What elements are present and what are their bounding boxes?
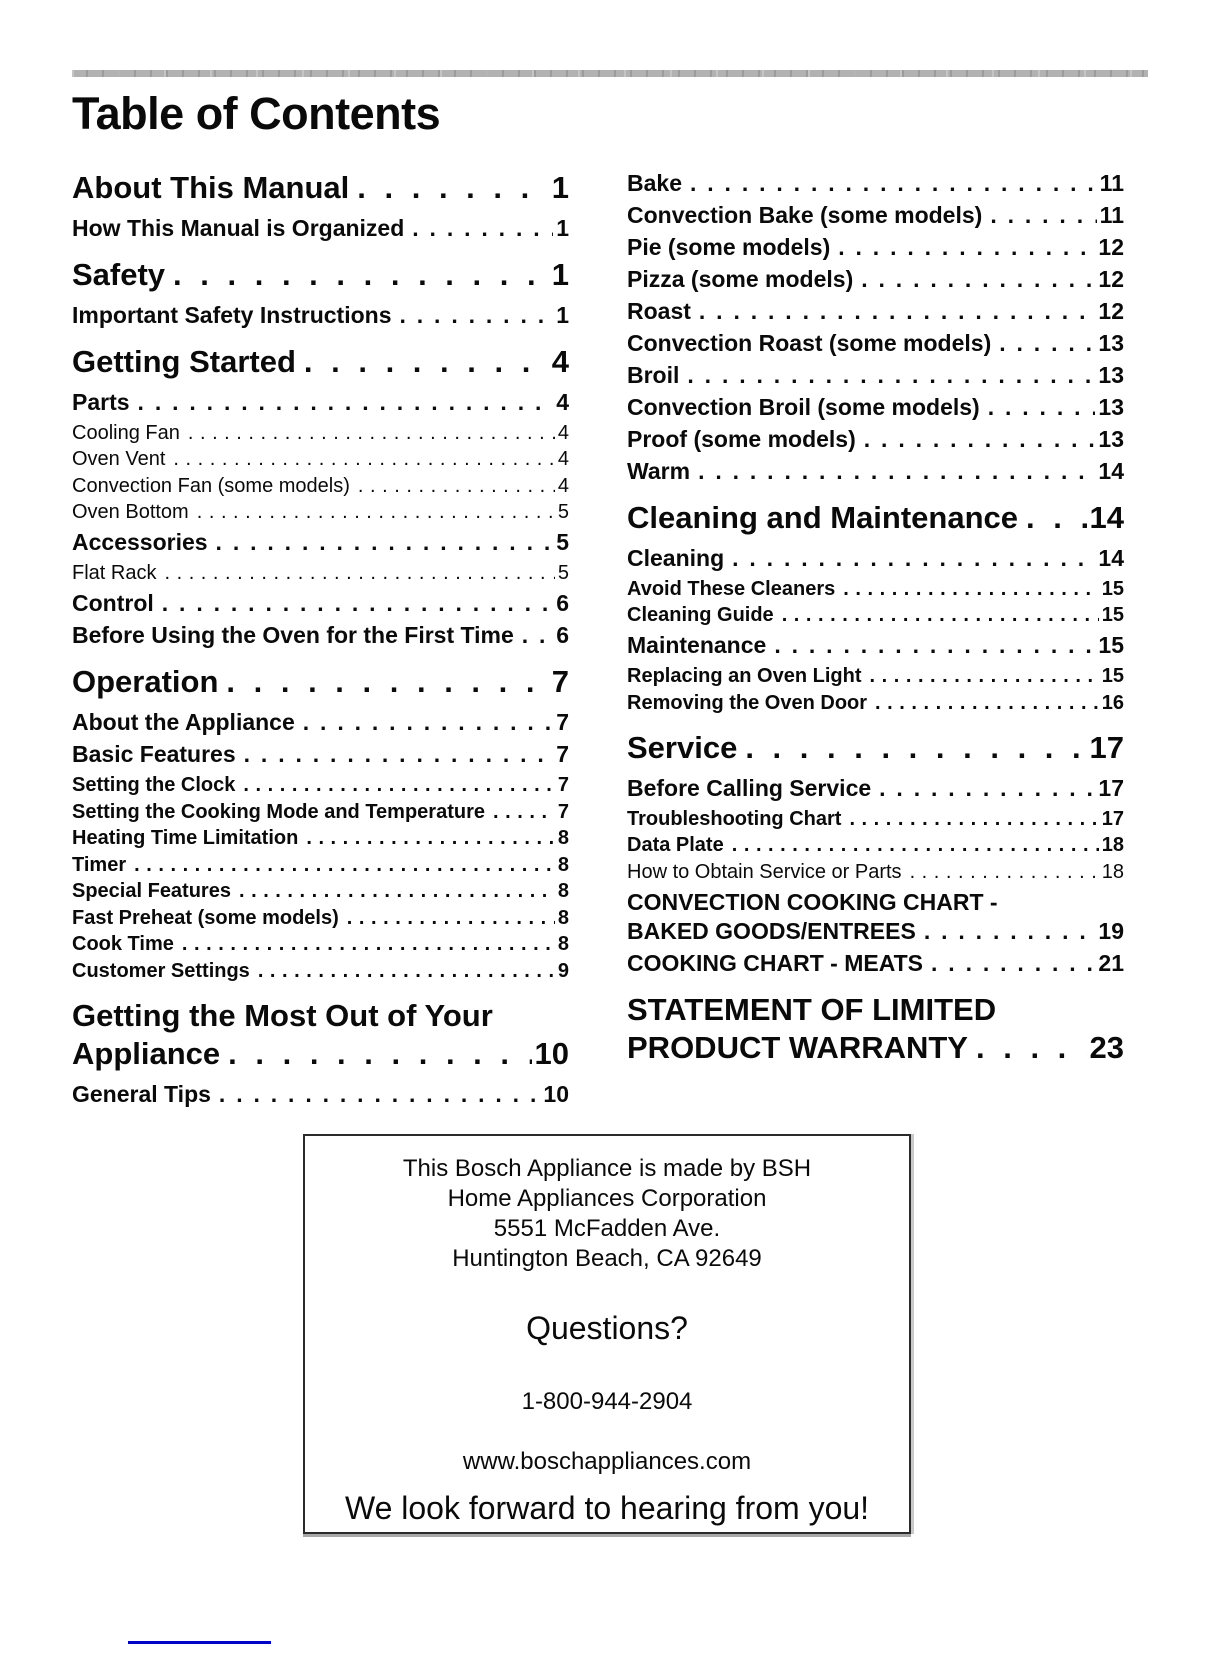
toc-entry-label: Fast Preheat (some models) xyxy=(72,906,339,929)
dot-leader xyxy=(197,499,555,525)
toc-entry-label: Data Plate xyxy=(627,834,724,856)
toc-entry xyxy=(627,690,1124,716)
toc-entry xyxy=(72,560,569,586)
toc-entry-page: 5 xyxy=(557,501,569,523)
dot-leader xyxy=(188,420,555,446)
questions-heading: Questions? xyxy=(526,1309,688,1346)
toc-entry-label: How to Obtain Service or Parts xyxy=(627,860,902,883)
toc-entry-page: 16 xyxy=(1101,691,1124,714)
dot-leader xyxy=(357,169,548,207)
toc-entry-label: Convection Bake (some models) xyxy=(627,201,983,228)
page-title: Table of Contents xyxy=(72,88,441,139)
dot-leader xyxy=(988,393,1096,422)
toc-entry-page: 15 xyxy=(1098,632,1124,658)
toc-entry-label: Flat Rack xyxy=(72,562,157,584)
toc-entry-label: Oven Bottom xyxy=(72,501,189,523)
toc-entry xyxy=(627,949,1124,978)
toc-entry xyxy=(627,1029,1124,1067)
toc-entry-page: 7 xyxy=(556,709,569,735)
toc-entry-page: 7 xyxy=(556,741,569,767)
toc-entry xyxy=(72,1035,569,1073)
toc-entry-page: 12 xyxy=(1098,265,1124,292)
dot-leader xyxy=(216,528,554,557)
dot-leader xyxy=(745,729,1086,767)
toc-entry xyxy=(72,528,569,557)
toc-entry-label: Cook Time xyxy=(72,933,174,955)
toc-entry-page: 4 xyxy=(557,448,569,470)
toc-entry xyxy=(72,905,569,931)
toc-entry-label: COOKING CHART - MEATS xyxy=(627,949,924,976)
toc-entry-label: PRODUCT WARRANTY xyxy=(627,1029,968,1065)
toc-entry-label: Roast xyxy=(627,297,691,324)
toc-entry xyxy=(72,799,569,825)
toc-column-right xyxy=(627,169,1124,1112)
toc-entry xyxy=(72,301,569,330)
toc-entry-label: Important Safety Instructions xyxy=(72,301,392,328)
toc-entry-label: Bake xyxy=(627,169,682,196)
toc-entry xyxy=(627,544,1124,573)
toc-entry-label: Heating Time Limitation xyxy=(72,827,299,849)
toc-entry-page: 8 xyxy=(557,827,569,849)
toc-entry xyxy=(72,420,569,446)
toc-entry-label: Proof (some models) xyxy=(627,425,856,452)
toc-entry-label: Warm xyxy=(627,457,691,484)
dot-leader xyxy=(931,949,1095,978)
toc-entry xyxy=(72,214,569,243)
toc-entry-page: 4 xyxy=(551,343,569,379)
dot-leader xyxy=(493,799,555,825)
toc-entry-page: 14 xyxy=(1098,544,1124,571)
toc-entry xyxy=(627,499,1124,537)
toc-entry-page: 19 xyxy=(1098,917,1124,944)
toc-entry-label: General Tips xyxy=(72,1080,211,1107)
toc-entry-label: Customer Settings xyxy=(72,959,250,982)
toc-entry-label: About This Manual xyxy=(72,169,350,205)
dot-leader xyxy=(849,806,1098,832)
dot-leader xyxy=(522,621,553,650)
toc-entry-label: About the Appliance xyxy=(72,709,295,735)
toc-entry xyxy=(72,852,569,878)
toc-entry xyxy=(627,576,1124,602)
toc-entry-page: 1 xyxy=(551,169,569,205)
table-of-contents xyxy=(72,169,1148,1112)
toc-entry xyxy=(72,169,569,207)
toc-entry xyxy=(627,729,1124,767)
toc-entry-page: 12 xyxy=(1098,297,1124,324)
toc-entry xyxy=(627,425,1124,454)
dot-leader xyxy=(258,958,555,984)
toc-entry-page: 23 xyxy=(1089,1029,1124,1065)
dot-leader xyxy=(924,917,1096,946)
toc-entry-page: 4 xyxy=(556,388,569,415)
toc-entry-page: 1 xyxy=(551,256,569,292)
toc-entry-page: 8 xyxy=(557,880,569,902)
toc-entry-label: Broil xyxy=(627,361,680,388)
toc-entry-label: Pizza (some models) xyxy=(627,265,854,292)
toc-entry xyxy=(72,343,569,381)
toc-entry xyxy=(627,169,1124,198)
toc-entry-page: 8 xyxy=(557,853,569,876)
toc-entry-page: 5 xyxy=(557,562,569,584)
dot-leader xyxy=(864,425,1096,454)
toc-entry-page: 17 xyxy=(1089,729,1124,765)
dot-leader xyxy=(999,329,1095,358)
toc-entry-page: 17 xyxy=(1101,807,1124,830)
toc-entry xyxy=(72,825,569,851)
top-divider-bar xyxy=(72,70,1148,77)
dot-leader xyxy=(182,931,555,957)
toc-entry xyxy=(72,388,569,417)
dot-leader xyxy=(304,343,549,381)
dot-leader xyxy=(990,201,1096,230)
toc-entry-page: 11 xyxy=(1099,169,1124,196)
toc-entry-page: 6 xyxy=(556,622,569,648)
toc-entry-label: Getting the Most Out of Your xyxy=(72,997,493,1033)
toc-entry-page: 8 xyxy=(557,906,569,929)
dot-leader xyxy=(228,1035,531,1073)
toc-entry xyxy=(627,233,1124,262)
toc-entry-label: Convection Broil (some models) xyxy=(627,393,980,420)
toc-entry-page: 18 xyxy=(1101,834,1124,856)
toc-entry-page: 13 xyxy=(1098,329,1124,356)
toc-entry-label: Parts xyxy=(72,388,130,415)
website-url: www.boschappliances.com xyxy=(462,1447,752,1475)
dot-leader xyxy=(173,446,554,472)
toc-entry xyxy=(72,740,569,769)
toc-entry xyxy=(627,917,1124,946)
toc-entry xyxy=(627,265,1124,294)
dot-leader xyxy=(687,361,1095,390)
dot-leader xyxy=(732,832,1099,858)
toc-entry-page: 10 xyxy=(543,1080,569,1107)
toc-entry-label: Cleaning xyxy=(627,544,725,571)
toc-entry xyxy=(627,631,1124,660)
phone-number: 1-800-944-2904 xyxy=(521,1387,693,1415)
toc-entry-label: Removing the Oven Door xyxy=(627,691,868,714)
toc-entry-page: 11 xyxy=(1099,201,1124,228)
toc-entry-page: 8 xyxy=(557,933,569,955)
toc-entry-page: 18 xyxy=(1101,860,1124,883)
dot-leader xyxy=(869,663,1098,689)
toc-entry xyxy=(627,859,1124,885)
toc-entry-label: Operation xyxy=(72,664,219,699)
toc-entry-label: Setting the Cooking Mode and Temperature xyxy=(72,800,485,823)
toc-entry-label: Safety xyxy=(72,256,166,292)
dot-leader xyxy=(838,233,1095,262)
footer-accent-line xyxy=(128,1641,271,1644)
dot-leader xyxy=(226,663,548,701)
dot-leader xyxy=(879,774,1095,803)
toc-entry xyxy=(627,201,1124,230)
toc-entry xyxy=(627,806,1124,832)
toc-entry xyxy=(72,772,569,798)
closing-message: We look forward to hearing from you! xyxy=(344,1489,870,1526)
toc-entry-page: 5 xyxy=(556,529,569,555)
toc-entry xyxy=(627,602,1124,628)
dot-leader xyxy=(698,457,1095,486)
toc-entry-page: 9 xyxy=(557,959,569,982)
dot-leader xyxy=(412,214,553,243)
toc-entry xyxy=(627,832,1124,858)
dot-leader xyxy=(164,560,554,586)
dot-leader xyxy=(875,690,1099,716)
dot-leader xyxy=(138,388,554,417)
toc-entry xyxy=(72,958,569,984)
toc-entry-label: Before Calling Service xyxy=(627,774,872,801)
toc-entry xyxy=(627,361,1124,390)
dot-leader xyxy=(774,631,1095,660)
toc-entry-label: How This Manual is Organized xyxy=(72,214,405,241)
toc-entry-label: Pie (some models) xyxy=(627,233,831,260)
toc-entry-page: 4 xyxy=(557,474,569,497)
toc-entry-label: CONVECTION COOKING CHART - xyxy=(627,888,998,915)
toc-entry-page: 15 xyxy=(1101,577,1124,600)
dot-leader xyxy=(243,772,555,798)
toc-entry xyxy=(72,878,569,904)
manufacturer-line: This Bosch Appliance is made by BSH xyxy=(402,1154,812,1182)
toc-entry-label: BAKED GOODS/ENTREES xyxy=(627,917,916,944)
toc-entry xyxy=(72,663,569,701)
toc-entry-page: 15 xyxy=(1101,665,1124,687)
address-street: 5551 McFadden Ave. xyxy=(493,1214,721,1242)
toc-entry xyxy=(627,329,1124,358)
dot-leader xyxy=(347,905,555,931)
dot-leader xyxy=(690,169,1097,198)
dot-leader xyxy=(1026,499,1087,537)
toc-entry-page: 4 xyxy=(557,421,569,444)
toc-entry xyxy=(72,446,569,472)
toc-entry-label: STATEMENT OF LIMITED xyxy=(627,991,997,1027)
toc-entry-label: Appliance xyxy=(72,1035,221,1071)
toc-entry xyxy=(627,297,1124,326)
toc-entry-label: Cooling Fan xyxy=(72,421,180,444)
toc-entry-page: 14 xyxy=(1098,457,1124,484)
toc-entry-page: 17 xyxy=(1098,774,1124,801)
toc-entry-page: 1 xyxy=(556,214,569,241)
dot-leader xyxy=(910,859,1099,885)
toc-entry-label: Cleaning and Maintenance xyxy=(627,499,1019,535)
toc-entry xyxy=(627,663,1124,689)
toc-entry-label: Maintenance xyxy=(627,632,767,658)
toc-entry-label: Cleaning Guide xyxy=(627,604,774,626)
toc-entry-label: Basic Features xyxy=(72,741,236,767)
dot-leader xyxy=(976,1029,1087,1067)
toc-entry-page: 13 xyxy=(1098,425,1124,452)
dot-leader xyxy=(219,1080,540,1109)
toc-entry xyxy=(72,589,569,618)
toc-entry xyxy=(72,621,569,650)
toc-entry xyxy=(627,774,1124,803)
dot-leader xyxy=(732,544,1095,573)
toc-entry xyxy=(627,457,1124,486)
toc-entry-label: Setting the Clock xyxy=(72,774,236,796)
toc-entry-page: 12 xyxy=(1098,233,1124,260)
toc-entry-label: Convection Roast (some models) xyxy=(627,329,992,356)
toc-entry-label: Oven Vent xyxy=(72,448,166,470)
dot-leader xyxy=(861,265,1095,294)
dot-leader xyxy=(358,473,555,499)
dot-leader xyxy=(173,256,549,294)
toc-entry-label: Avoid These Cleaners xyxy=(627,577,836,600)
toc-entry-page: 1 xyxy=(556,301,569,328)
toc-column-left xyxy=(72,169,569,1112)
toc-entry-page: 13 xyxy=(1098,361,1124,388)
toc-entry-label: Timer xyxy=(72,853,127,876)
dot-leader xyxy=(399,301,553,330)
dot-leader xyxy=(782,602,1099,628)
address-city: Huntington Beach, CA 92649 xyxy=(452,1244,762,1272)
toc-entry-page: 15 xyxy=(1101,604,1124,626)
toc-entry-page: 13 xyxy=(1098,393,1124,420)
toc-entry-label: Accessories xyxy=(72,529,208,555)
toc-entry-page: 6 xyxy=(556,590,569,616)
dot-leader xyxy=(843,576,1099,602)
toc-entry-label: Convection Fan (some models) xyxy=(72,474,350,497)
toc-entry-page: 7 xyxy=(557,800,569,823)
manufacturer-line: Home Appliances Corporation xyxy=(447,1184,767,1212)
toc-entry xyxy=(72,499,569,525)
dot-leader xyxy=(162,589,553,618)
toc-entry xyxy=(627,393,1124,422)
dot-leader xyxy=(306,825,555,851)
dot-leader xyxy=(134,852,555,878)
dot-leader xyxy=(239,878,555,904)
toc-entry xyxy=(72,473,569,499)
toc-entry-label: Getting Started xyxy=(72,343,296,379)
toc-entry-label: Troubleshooting Chart xyxy=(627,807,842,830)
toc-entry-page: 21 xyxy=(1098,949,1124,976)
toc-entry xyxy=(72,1080,569,1109)
toc-entry xyxy=(72,256,569,294)
toc-entry xyxy=(72,931,569,957)
dot-leader xyxy=(244,740,554,769)
toc-entry-page: 7 xyxy=(551,664,569,699)
toc-entry-label: Service xyxy=(627,729,738,765)
toc-entry-label: Special Features xyxy=(72,880,231,902)
toc-entry-label: Before Using the Oven for the First Time xyxy=(72,622,514,648)
toc-entry-page: 14 xyxy=(1089,499,1124,535)
toc-entry xyxy=(72,708,569,737)
toc-entry-label: Control xyxy=(72,590,154,616)
toc-entry-page: 7 xyxy=(557,774,569,796)
toc-entry-label: Replacing an Oven Light xyxy=(627,665,862,687)
contact-info-box xyxy=(303,1134,911,1534)
dot-leader xyxy=(303,708,553,737)
dot-leader xyxy=(699,297,1096,326)
toc-entry-page: 10 xyxy=(534,1035,569,1071)
